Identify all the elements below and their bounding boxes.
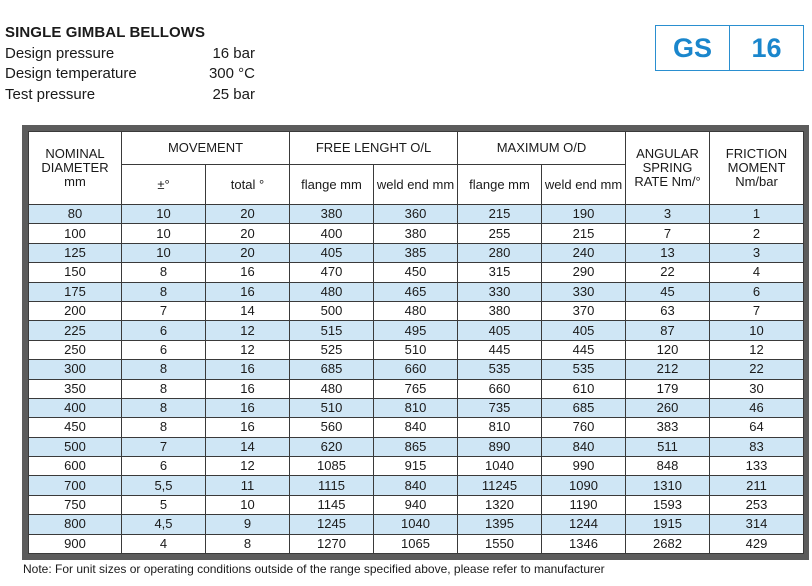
cell-free-length-weld-end: 840 [374,476,458,495]
cell-angular-spring-rate: 1593 [626,495,710,514]
spec-value: 25 bar [212,86,255,103]
table-row [29,534,804,553]
cell-free-length-weld-end: 480 [374,301,458,320]
cell-free-length-weld-end: 495 [374,321,458,340]
series-badge [655,25,804,71]
cell-movement-pm: 10 [122,243,206,262]
cell-movement-pm: 10 [122,224,206,243]
cell-friction-moment: 1 [710,205,804,224]
table-row [29,282,804,301]
cell-friction-moment: 10 [710,321,804,340]
cell-movement-total: 16 [206,360,290,379]
cell-free-length-flange: 510 [290,398,374,417]
cell-friction-moment: 4 [710,263,804,282]
cell-angular-spring-rate: 848 [626,457,710,476]
cell-od-flange: 890 [458,437,542,456]
cell-nominal-diameter: 350 [29,379,122,398]
spec-label: Test pressure [5,86,96,103]
header-movement-total: total ° [206,165,290,205]
cell-friction-moment: 46 [710,398,804,417]
cell-movement-total: 12 [206,457,290,476]
cell-od-flange: 660 [458,379,542,398]
cell-od-weld-end: 840 [542,437,626,456]
cell-free-length-flange: 1145 [290,495,374,514]
cell-od-flange: 445 [458,340,542,359]
cell-friction-moment: 30 [710,379,804,398]
cell-movement-pm: 6 [122,457,206,476]
table-row [29,495,804,514]
cell-angular-spring-rate: 22 [626,263,710,282]
header-maximum-od: MAXIMUM O/D [458,132,626,165]
cell-nominal-diameter: 500 [29,437,122,456]
cell-od-weld-end: 290 [542,263,626,282]
cell-od-flange: 330 [458,282,542,301]
cell-movement-pm: 10 [122,205,206,224]
spec-value: 16 bar [212,45,255,62]
header-free-length-weld-end: weld end mm [374,165,458,205]
cell-friction-moment: 211 [710,476,804,495]
cell-free-length-weld-end: 865 [374,437,458,456]
cell-free-length-flange: 620 [290,437,374,456]
cell-movement-total: 12 [206,321,290,340]
cell-od-flange: 1040 [458,457,542,476]
cell-movement-total: 16 [206,398,290,417]
table-row [29,243,804,262]
badge-series: GS [672,32,712,63]
cell-movement-total: 16 [206,263,290,282]
cell-free-length-weld-end: 450 [374,263,458,282]
cell-free-length-weld-end: 940 [374,495,458,514]
cell-free-length-flange: 405 [290,243,374,262]
header-movement: MOVEMENT [122,132,290,165]
cell-angular-spring-rate: 1310 [626,476,710,495]
cell-friction-moment: 64 [710,418,804,437]
footnote: Note: For unit sizes or operating conditions outside of the range specified above, please refer to manufacturer [23,562,605,576]
cell-od-weld-end: 215 [542,224,626,243]
cell-nominal-diameter: 100 [29,224,122,243]
cell-movement-total: 14 [206,301,290,320]
cell-nominal-diameter: 150 [29,263,122,282]
cell-od-weld-end: 1190 [542,495,626,514]
cell-od-flange: 380 [458,301,542,320]
cell-od-flange: 215 [458,205,542,224]
header-friction-moment: FRICTION MOMENT Nm/bar [710,132,804,205]
cell-movement-total: 16 [206,379,290,398]
cell-nominal-diameter: 400 [29,398,122,417]
cell-angular-spring-rate: 13 [626,243,710,262]
cell-nominal-diameter: 225 [29,321,122,340]
cell-angular-spring-rate: 212 [626,360,710,379]
cell-od-weld-end: 760 [542,418,626,437]
header-free-length-flange: flange mm [290,165,374,205]
cell-movement-pm: 4 [122,534,206,553]
cell-nominal-diameter: 900 [29,534,122,553]
header-nominal-diameter: NOMINAL DIAMETER mm [29,132,122,205]
spec-test-pressure [5,85,255,105]
cell-movement-total: 16 [206,282,290,301]
cell-nominal-diameter: 750 [29,495,122,514]
cell-movement-pm: 5,5 [122,476,206,495]
cell-movement-total: 10 [206,495,290,514]
cell-movement-total: 20 [206,224,290,243]
table-row [29,301,804,320]
cell-movement-pm: 8 [122,263,206,282]
cell-nominal-diameter: 175 [29,282,122,301]
cell-od-flange: 1550 [458,534,542,553]
table-row [29,263,804,282]
cell-od-weld-end: 190 [542,205,626,224]
cell-free-length-weld-end: 765 [374,379,458,398]
cell-friction-moment: 3 [710,243,804,262]
cell-friction-moment: 22 [710,360,804,379]
cell-free-length-weld-end: 840 [374,418,458,437]
cell-nominal-diameter: 125 [29,243,122,262]
cell-angular-spring-rate: 63 [626,301,710,320]
cell-movement-total: 9 [206,515,290,534]
cell-angular-spring-rate: 260 [626,398,710,417]
cell-od-weld-end: 330 [542,282,626,301]
cell-angular-spring-rate: 179 [626,379,710,398]
cell-od-flange: 735 [458,398,542,417]
cell-free-length-flange: 1085 [290,457,374,476]
cell-od-weld-end: 445 [542,340,626,359]
cell-movement-pm: 6 [122,340,206,359]
cell-free-length-weld-end: 380 [374,224,458,243]
cell-angular-spring-rate: 87 [626,321,710,340]
cell-od-flange: 535 [458,360,542,379]
cell-friction-moment: 133 [710,457,804,476]
cell-od-weld-end: 240 [542,243,626,262]
table-row [29,224,804,243]
table-row [29,457,804,476]
cell-od-weld-end: 370 [542,301,626,320]
cell-free-length-flange: 470 [290,263,374,282]
cell-od-flange: 405 [458,321,542,340]
table-body [29,205,804,554]
table-row [29,360,804,379]
cell-nominal-diameter: 800 [29,515,122,534]
cell-friction-moment: 429 [710,534,804,553]
cell-friction-moment: 253 [710,495,804,514]
cell-free-length-flange: 525 [290,340,374,359]
cell-angular-spring-rate: 383 [626,418,710,437]
cell-angular-spring-rate: 7 [626,224,710,243]
cell-friction-moment: 83 [710,437,804,456]
product-title: SINGLE GIMBAL BELLOWS [5,24,206,41]
spec-value: 300 °C [208,65,255,82]
cell-od-weld-end: 610 [542,379,626,398]
table-row [29,398,804,417]
cell-od-flange: 11245 [458,476,542,495]
cell-free-length-flange: 685 [290,360,374,379]
cell-movement-pm: 8 [122,282,206,301]
cell-free-length-flange: 480 [290,379,374,398]
header-angular-spring-rate: ANGULAR SPRING RATE Nm/° [626,132,710,205]
cell-od-weld-end: 535 [542,360,626,379]
cell-free-length-flange: 380 [290,205,374,224]
spec-design-temperature [5,64,255,84]
cell-movement-pm: 4,5 [122,515,206,534]
cell-movement-total: 14 [206,437,290,456]
cell-movement-pm: 8 [122,418,206,437]
cell-movement-pm: 7 [122,301,206,320]
table-row [29,515,804,534]
cell-od-flange: 1395 [458,515,542,534]
cell-nominal-diameter: 250 [29,340,122,359]
table-row [29,418,804,437]
cell-od-weld-end: 1090 [542,476,626,495]
header-od-weld-end: weld end mm [542,165,626,205]
cell-angular-spring-rate: 45 [626,282,710,301]
cell-movement-pm: 5 [122,495,206,514]
cell-free-length-weld-end: 1065 [374,534,458,553]
table-row [29,437,804,456]
cell-free-length-flange: 400 [290,224,374,243]
spec-design-pressure [5,44,255,64]
table-row [29,476,804,495]
cell-nominal-diameter: 450 [29,418,122,437]
cell-od-weld-end: 1244 [542,515,626,534]
header-od-flange: flange mm [458,165,542,205]
cell-movement-total: 20 [206,243,290,262]
cell-od-flange: 1320 [458,495,542,514]
cell-free-length-flange: 480 [290,282,374,301]
cell-movement-pm: 8 [122,379,206,398]
cell-od-flange: 810 [458,418,542,437]
cell-od-flange: 280 [458,243,542,262]
cell-free-length-weld-end: 510 [374,340,458,359]
cell-movement-total: 20 [206,205,290,224]
cell-nominal-diameter: 600 [29,457,122,476]
table-row [29,205,804,224]
cell-free-length-flange: 500 [290,301,374,320]
cell-nominal-diameter: 300 [29,360,122,379]
header-free-length: FREE LENGHT O/L [290,132,458,165]
table-row [29,321,804,340]
cell-movement-pm: 6 [122,321,206,340]
cell-free-length-weld-end: 1040 [374,515,458,534]
cell-free-length-weld-end: 385 [374,243,458,262]
cell-free-length-weld-end: 915 [374,457,458,476]
table-row [29,379,804,398]
specification-table [28,131,804,554]
cell-friction-moment: 2 [710,224,804,243]
cell-free-length-weld-end: 360 [374,205,458,224]
cell-od-weld-end: 685 [542,398,626,417]
cell-free-length-flange: 1270 [290,534,374,553]
cell-movement-total: 8 [206,534,290,553]
cell-od-flange: 315 [458,263,542,282]
cell-od-weld-end: 405 [542,321,626,340]
cell-free-length-weld-end: 660 [374,360,458,379]
spec-label: Design temperature [5,65,137,82]
cell-movement-total: 16 [206,418,290,437]
cell-movement-pm: 7 [122,437,206,456]
spec-label: Design pressure [5,45,115,62]
header-movement-pm: ±° [122,165,206,205]
table-row [29,340,804,359]
badge-number: 16 [729,26,803,70]
cell-movement-pm: 8 [122,398,206,417]
cell-od-weld-end: 1346 [542,534,626,553]
cell-free-length-flange: 1115 [290,476,374,495]
cell-movement-total: 11 [206,476,290,495]
cell-od-weld-end: 990 [542,457,626,476]
cell-free-length-flange: 515 [290,321,374,340]
cell-angular-spring-rate: 3 [626,205,710,224]
cell-free-length-flange: 560 [290,418,374,437]
cell-od-flange: 255 [458,224,542,243]
cell-angular-spring-rate: 2682 [626,534,710,553]
cell-friction-moment: 7 [710,301,804,320]
cell-friction-moment: 12 [710,340,804,359]
cell-nominal-diameter: 200 [29,301,122,320]
cell-movement-total: 12 [206,340,290,359]
cell-nominal-diameter: 80 [29,205,122,224]
cell-free-length-weld-end: 465 [374,282,458,301]
cell-friction-moment: 314 [710,515,804,534]
cell-free-length-weld-end: 810 [374,398,458,417]
cell-angular-spring-rate: 511 [626,437,710,456]
cell-free-length-flange: 1245 [290,515,374,534]
cell-angular-spring-rate: 120 [626,340,710,359]
cell-nominal-diameter: 700 [29,476,122,495]
cell-angular-spring-rate: 1915 [626,515,710,534]
cell-movement-pm: 8 [122,360,206,379]
cell-friction-moment: 6 [710,282,804,301]
